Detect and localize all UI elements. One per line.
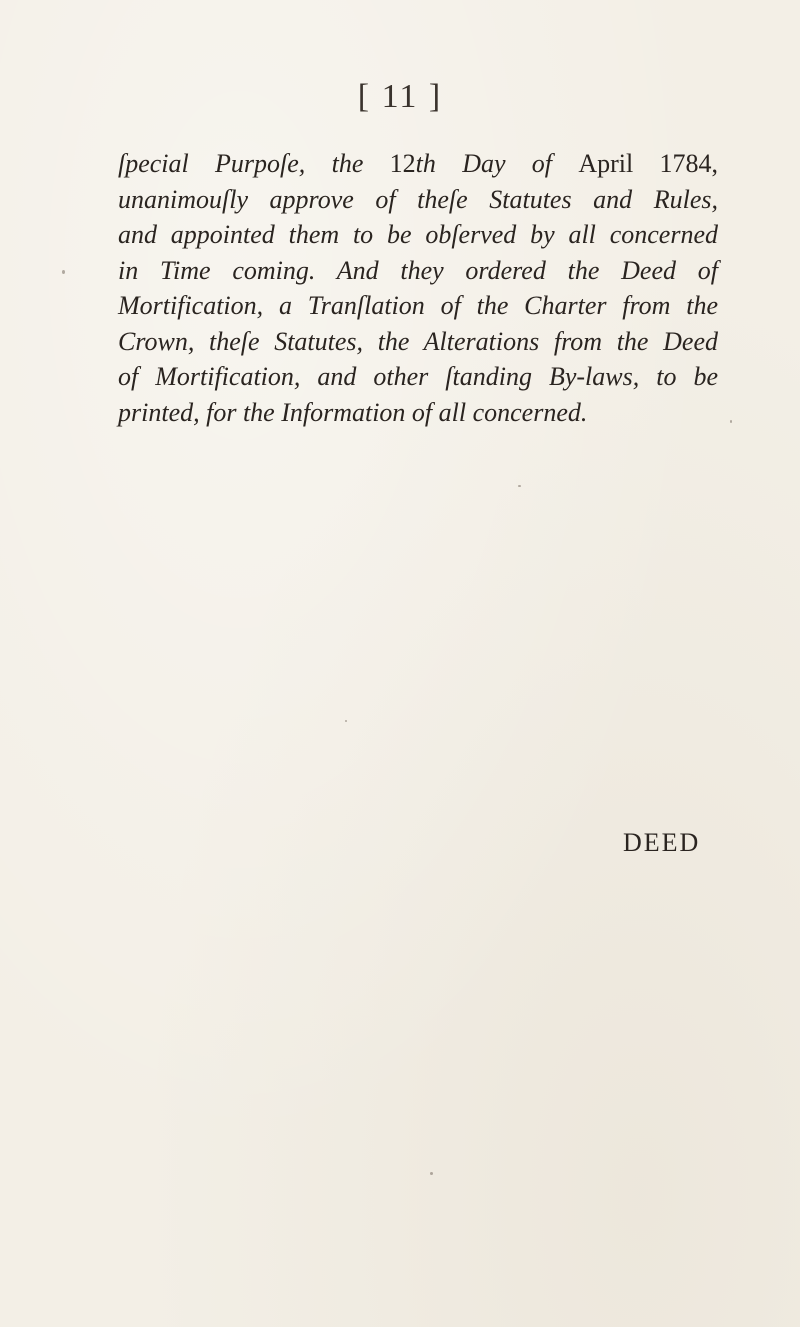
text-line: [118, 146, 718, 182]
paper-speck: [430, 1172, 433, 1175]
text-run: and appointed them to be obſerved by all concerned: [118, 220, 718, 249]
text-run: printed, for the Information of all concerned.: [118, 397, 588, 427]
text-line: [118, 359, 718, 395]
text-run: of Mortification, and other ſtanding By-laws, to be: [118, 362, 718, 391]
text-run: in Time coming. And they ordered the Deed of: [118, 255, 718, 285]
paper-speck: [62, 270, 65, 274]
text-run: ſpecial Purpoſe, the: [118, 149, 390, 178]
paper-speck: [345, 720, 347, 722]
text-line: [118, 217, 718, 253]
page-number: [ 11 ]: [357, 78, 443, 115]
text-run: 12: [389, 149, 416, 178]
text-run: Mortification, a Tranſlation of the Charter from the: [118, 291, 718, 320]
text-line: [118, 182, 718, 218]
text-run: th Day of: [415, 149, 579, 178]
paper-speck: [518, 485, 521, 487]
catchword: DEED: [623, 828, 701, 857]
text-run: unanimouſly approve of theſe Statutes and Rules,: [118, 184, 718, 214]
text-line: [118, 324, 718, 360]
text-run: April 1784,: [578, 149, 719, 178]
text-run: Crown, theſe Statutes, the Alterations from the Deed: [118, 326, 718, 356]
text-line: [118, 395, 718, 431]
text-line: [118, 253, 718, 289]
body-paragraph: [118, 146, 718, 430]
paper-speck: [730, 420, 732, 423]
text-line: [118, 288, 718, 324]
